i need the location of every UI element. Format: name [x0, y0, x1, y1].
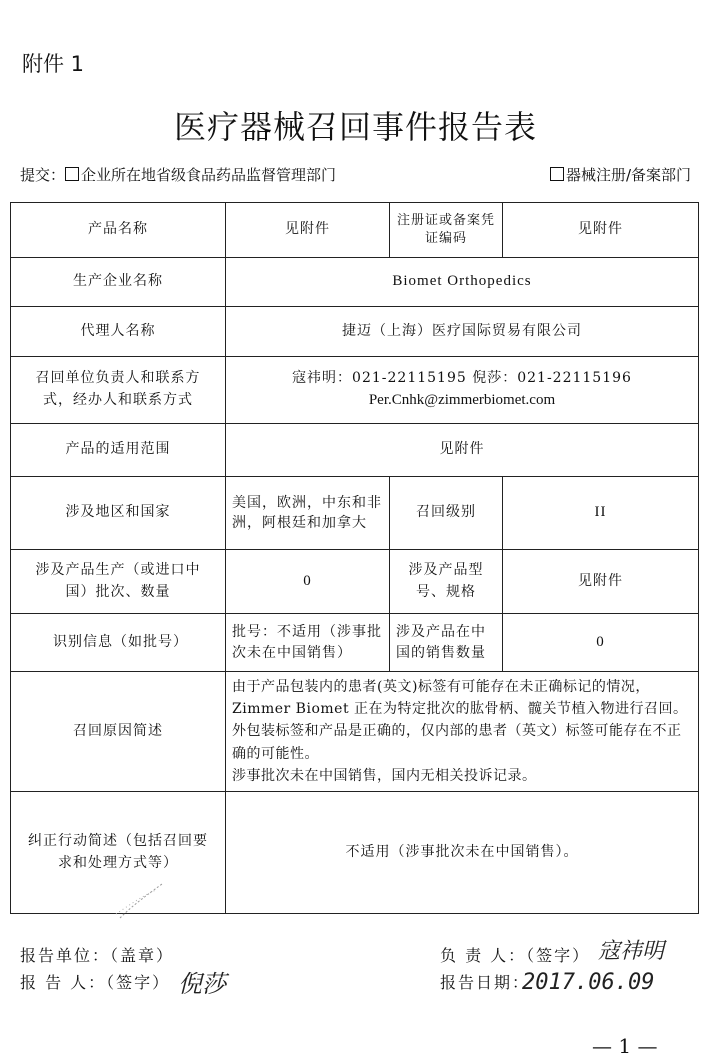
page-number: — 1 — [592, 1034, 658, 1058]
region-value: 美国，欧洲，中东和非洲，阿根廷和加拿大 [226, 477, 390, 550]
report-date-label: 报告日期： [440, 973, 531, 992]
table-row [11, 357, 699, 424]
recall-report-table [10, 202, 699, 914]
reg-no-value: 见附件 [503, 203, 699, 258]
table-row [11, 258, 699, 307]
table-row [11, 550, 699, 614]
reason-paragraph-2: 涉事批次未在中国销售，国内无相关投诉记录。 [232, 768, 537, 785]
batch-value: 0 [226, 550, 390, 614]
table-row [11, 203, 699, 258]
stamp-smudge [112, 878, 172, 923]
contact-line-1: 寇祎明：021-22115195 倪莎：021-22115196 [292, 369, 632, 386]
submit-prefix: 提交： [20, 166, 66, 184]
scope-label: 产品的适用范围 [11, 424, 226, 477]
table-row [11, 477, 699, 550]
reporter-label: 报 告 人：（签字） [20, 973, 171, 992]
region-label: 涉及地区和国家 [11, 477, 226, 550]
agent-value: 捷迈（上海）医疗国际贸易有限公司 [226, 307, 699, 357]
recall-level-value: II [503, 477, 699, 550]
submit-right [550, 164, 691, 185]
page-title: 医疗器械召回事件报告表 [173, 108, 537, 146]
table-row [11, 424, 699, 477]
scope-value: 见附件 [226, 424, 699, 477]
batch-label: 涉及产品生产（或进口中国）批次、数量 [11, 550, 226, 614]
contact-value [226, 357, 699, 424]
attachment-label: 附件 1 [22, 52, 85, 76]
reason-label: 召回原因简述 [11, 672, 226, 792]
id-value: 批号：不适用（涉事批次未在中国销售） [226, 614, 390, 672]
action-label: 纠正行动简述（包括召回要求和处理方式等） [11, 792, 226, 914]
model-value: 见附件 [503, 550, 699, 614]
contact-email: Per.Cnhk@zimmerbiomet.com [368, 392, 556, 409]
table-row [11, 672, 699, 792]
report-date-value: 2017.06.09 [522, 970, 655, 995]
china-sales-label: 涉及产品在中国的销售数量 [390, 614, 503, 672]
manufacturer-value: Biomet Orthopedics [226, 258, 699, 307]
reason-paragraph-1: 由于产品包装内的患者(英文)标签有可能存在未正确标记的情况，Zimmer Biomet 正在为特定批次的肱骨柄、髋关节植入物进行召回。外包装标签和产品是正确的，仅内部的患者（英文）标签可能存在不正确的可能性。 [232, 678, 688, 762]
checkbox-provincial[interactable] [65, 167, 79, 181]
recall-level-label: 召回级别 [390, 477, 503, 550]
checkbox-registration[interactable] [550, 167, 564, 181]
agent-label: 代理人名称 [11, 307, 226, 357]
table-row [11, 307, 699, 357]
reg-no-label: 注册证或备案凭证编码 [390, 203, 503, 258]
manufacturer-label: 生产企业名称 [11, 258, 226, 307]
responsible-signature: 寇祎明 [598, 939, 665, 964]
table-row [11, 614, 699, 672]
report-unit-label: 报告单位：（盖章） [20, 946, 175, 965]
model-label: 涉及产品型号、规格 [390, 550, 503, 614]
product-name-label: 产品名称 [11, 203, 226, 258]
submit-left-label: 企业所在地省级食品药品监督管理部门 [81, 166, 337, 184]
submit-left [20, 164, 336, 185]
contact-label: 召回单位负责人和联系方式，经办人和联系方式 [11, 357, 226, 424]
reporter-signature: 倪莎 [178, 970, 226, 998]
id-label: 识别信息（如批号） [11, 614, 226, 672]
reason-value [226, 672, 699, 792]
china-sales-value: 0 [503, 614, 699, 672]
submit-right-label: 器械注册/备案部门 [565, 166, 691, 184]
product-name-value: 见附件 [226, 203, 390, 258]
responsible-label: 负 责 人：（签字） [440, 946, 591, 965]
action-value: 不适用（涉事批次未在中国销售）。 [226, 792, 699, 914]
